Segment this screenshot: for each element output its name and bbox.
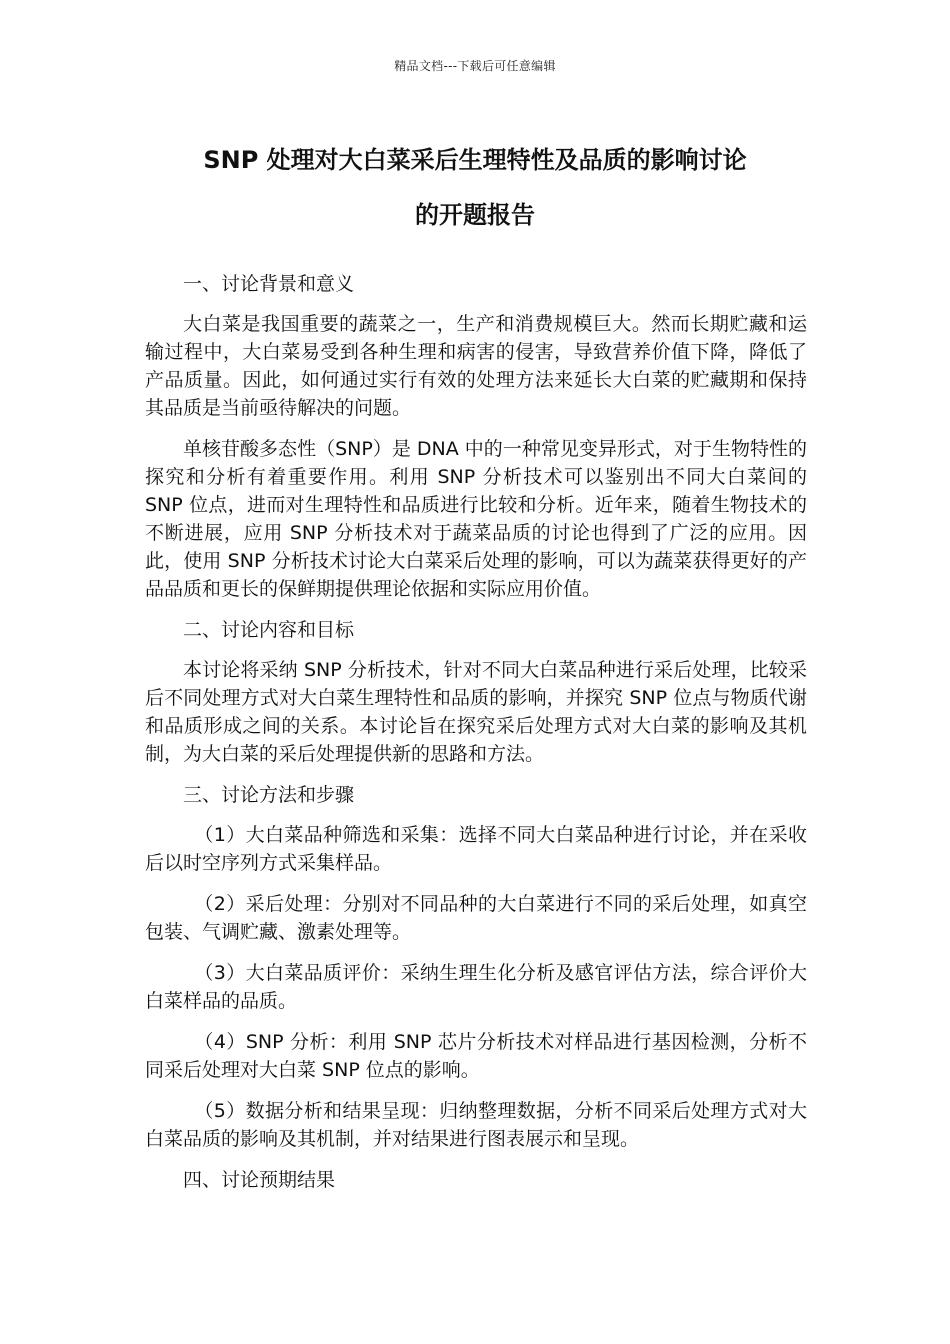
section-heading-background: 一、讨论背景和意义 — [183, 273, 355, 295]
method-step-1: （1）大白菜品种筛选和采集：选择不同大白菜品种进行讨论，并在采收后以时空序列方式采集样品。 — [145, 824, 807, 874]
paragraph-background-2: 单核苷酸多态性（SNP）是 DNA 中的一种常见变异形式，对于生物特性的探究和分析有着重要作用。利用 SNP 分析技术可以鉴别出不同大白菜间的 SNP 位点，进而对生理特性和品质进行比较和分析。近年来，随着生物技术的不断进展，应用 SNP 分析技术对于蔬菜品质的讨论也得到了广泛的应用。因此，使用 SNP 分析技术讨论大白菜采后处理的影响，可以为蔬菜获得更好的产品品质和更长的保鲜期提供理论依据和实际应用价值。 — [145, 438, 807, 600]
section-heading-methods: 三、讨论方法和步骤 — [183, 784, 355, 806]
method-step-2: （2）采后处理：分别对不同品种的大白菜进行不同的采后处理，如真空包装、气调贮藏、激素处理等。 — [145, 893, 807, 943]
page-header: 精品文档---下载后可任意编辑 — [394, 59, 556, 73]
method-step-3: （3）大白菜品质评价：采纳生理生化分析及感官评估方法，综合评价大白菜样品的品质。 — [145, 962, 807, 1012]
paragraph-content-1: 本讨论将采纳 SNP 分析技术，针对不同大白菜品种进行采后处理，比较采后不同处理方式对大白菜生理特性和品质的影响，并探究 SNP 位点与物质代谢和品质形成之间的关系。本讨论旨在探究采后处理方式对大白菜的影响及其机制，为大白菜的采后处理提供新的思路和方法。 — [145, 659, 807, 765]
document-body — [145, 270, 807, 1206]
document-title — [140, 133, 810, 243]
method-step-5: （5）数据分析和结果呈现：归纳整理数据，分析不同采后处理方式对大白菜品质的影响及其机制，并对结果进行图表展示和呈现。 — [145, 1100, 807, 1150]
section-heading-expected-results: 四、讨论预期结果 — [183, 1169, 336, 1191]
paragraph-background-1: 大白菜是我国重要的蔬菜之一，生产和消费规模巨大。然而长期贮藏和运输过程中，大白菜易受到各种生理和病害的侵害，导致营养价值下降，降低了产品质量。因此，如何通过实行有效的处理方法来延长大白菜的贮藏期和保持其品质是当前亟待解决的问题。 — [145, 313, 807, 419]
section-heading-content: 二、讨论内容和目标 — [183, 619, 355, 641]
title-line-2: 的开题报告 — [415, 201, 535, 229]
method-step-4: （4）SNP 分析：利用 SNP 芯片分析技术对样品进行基因检测，分析不同采后处理对大白菜 SNP 位点的影响。 — [145, 1031, 807, 1081]
title-line-1: SNP 处理对大白菜采后生理特性及品质的影响讨论 — [203, 146, 747, 174]
